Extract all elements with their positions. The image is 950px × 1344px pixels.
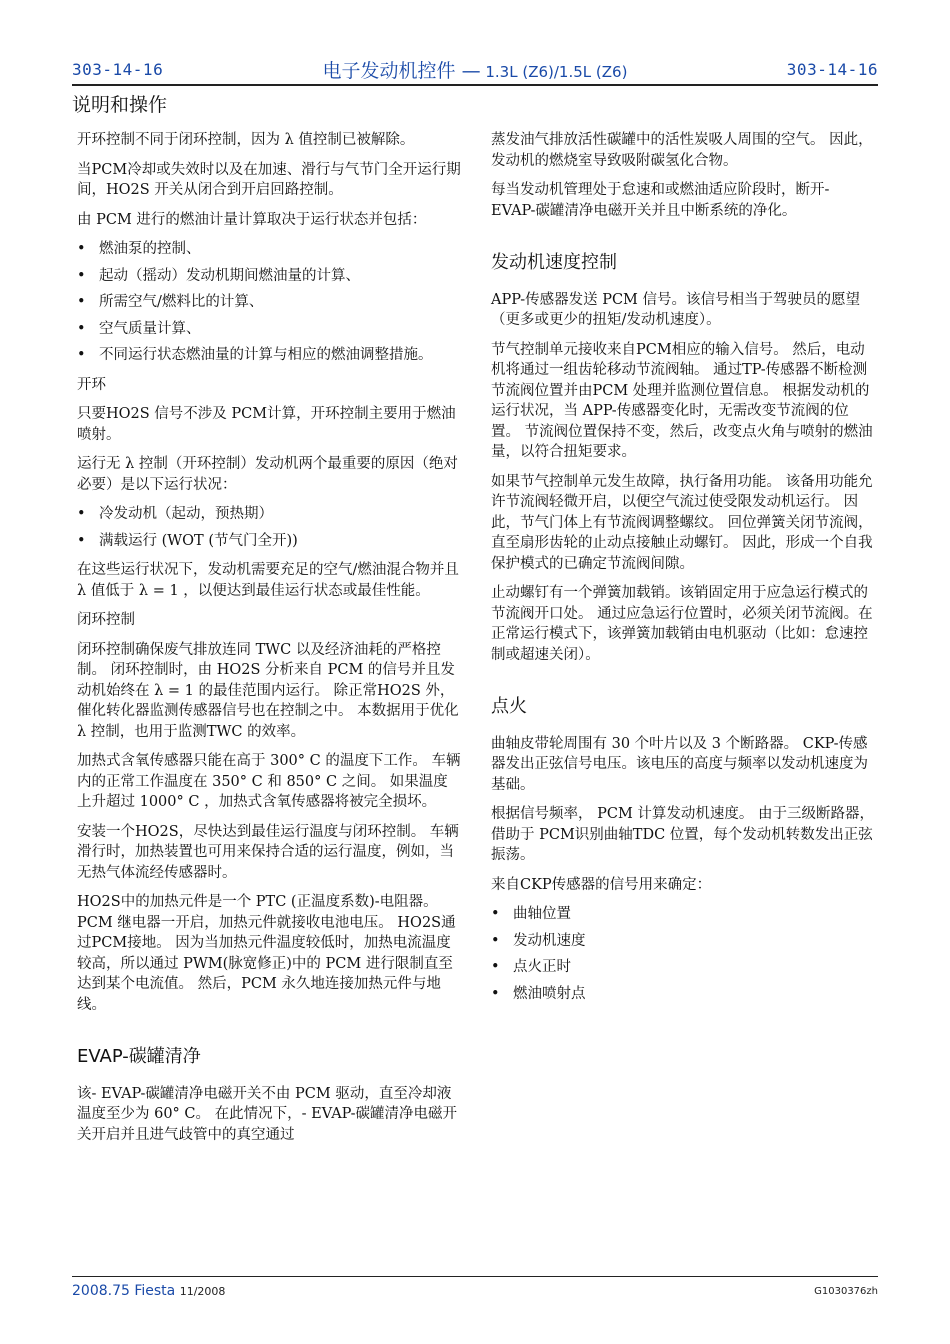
paragraph: 如果节气控制单元发生故障，执行备用功能。 该备用功能允许节流阀轻微开启，以便空气流过使受限发动机运行。 因此，节气门体上有节流阀调整螺纹。 回位弹簧关闭节流阀，直至扇形齿轮的止动点接触止动螺钉。 因此，形成一个自我保护模式的已确定节流阀间隙。 — [491, 473, 873, 572]
list-item: • 满载运行 (WOT (节气门全开)) — [77, 531, 462, 552]
list-item: • 空气质量计算、 — [77, 319, 462, 340]
bullet-list — [491, 904, 876, 1004]
page-header — [72, 58, 878, 86]
paragraph: 运行无 λ 控制（开环控制）发动机两个最重要的原因（绝对必要）是以下运行状况： — [77, 456, 458, 493]
heading-engine-speed: 发动机速度控制 — [491, 252, 617, 273]
paragraph: 加热式含氧传感器只能在高于 300° C 的温度下工作。 车辆内的正常工作温度在 350° C 和 850° C 之间。 如果温度上升超过 1000° C ，加热式含氧传感器将被完全损坏。 — [77, 753, 461, 810]
subheading-open-loop: 开环 — [77, 376, 106, 393]
paragraph: 安装一个HO2S，尽快达到最佳运行温度与闭环控制。 车辆滑行时，加热装置也可用来保持合适的运行温度，例如，当无热气体流经传感器时。 — [77, 823, 459, 881]
subheading-closed-loop: 闭环控制 — [77, 612, 135, 628]
bullet-list — [77, 239, 462, 366]
section-title: 说明和操作 — [72, 94, 168, 116]
bullet-list — [77, 504, 462, 551]
paragraph: 闭环控制确保废气排放连同 TWC 以及经济油耗的严格控制。 闭环控制时，由 HO2S 分析来自 PCM 的信号并且发动机始终在 λ = 1 的最佳范围内运行。 除正常HO2S 外，催化转化器监测传感器信号也在控制之中。 本数据用于优化 λ 控制，也用于监测TWC 的效率。 — [77, 641, 459, 740]
paragraph: 根据信号频率， PCM 计算发动机速度。 由于三级断路器，借助于 PCM识别曲轴TDC 位置，每个发动机转数发出正弦振荡。 — [491, 806, 875, 863]
paragraph: 止动螺钉有一个弹簧加载销。该销固定用于应急运行模式的节流阀开口处。 通过应急运行位置时，必须关闭节流阀。在正常运行模式下，该弹簧加载销由电机驱动（比如：怠速控制或超速关闭）。 — [491, 585, 873, 663]
paragraph: 该- EVAP-碳罐清净电磁开关不由 PCM 驱动，直至冷却液温度至少为 60° C。 在此情况下，- EVAP-碳罐清净电磁开关开启并且进气歧管中的真空通过 — [77, 1085, 458, 1143]
paragraph: 由 PCM 进行的燃油计量计算取决于运行状态并包括： — [77, 211, 427, 228]
title-sub: 1.3L (Z6)/1.5L (Z6) — [480, 63, 628, 81]
list-item: • 点火正时 — [491, 957, 876, 978]
page-footer — [72, 1276, 878, 1301]
list-item: • 发动机速度 — [491, 931, 876, 952]
list-item: • 所需空气/燃料比的计算、 — [77, 292, 462, 313]
heading-evap: EVAP-碳罐清净 — [77, 1046, 201, 1067]
list-item: • 不同运行状态燃油量的计算与相应的燃油调整措施。 — [77, 345, 462, 366]
paragraph: APP-传感器发送 PCM 信号。该信号相当于驾驶员的愿望（更多或更少的扭矩/发动机速度）。 — [491, 291, 861, 328]
paragraph: 曲轴皮带轮周围有 30 个叶片以及 3 个断路器。 CKP-传感器发出正弦信号电压。该电压的高度与频率以发动机速度为基础。 — [491, 735, 868, 793]
paragraph: 蒸发油气排放活性碳罐中的活性炭吸人周围的空气。 因此，发动机的燃烧室导致吸附碳氢化合物。 — [491, 132, 873, 169]
footer-code: G1030376zh — [814, 1286, 878, 1297]
left-column — [77, 130, 462, 1154]
footer-model — [72, 1283, 225, 1299]
heading-ignition: 点火 — [491, 696, 527, 717]
page-title — [72, 56, 878, 83]
paragraph: 节气控制单元接收来自PCM相应的输入信号。 然后，电动机将通过一组齿轮移动节流阀轴。 通过TP-传感器不断检测节流阀位置并由PCM 处理并监测位置信息。 根据发动机的运行状况，当 APP-传感器变化时，无需改变节流阀的位置。 节流阀位置保持不变，然后，改变点火角与喷射的燃油量，以符合扭矩要求。 — [491, 341, 873, 460]
page-number-right: 303-14-16 — [786, 60, 878, 79]
title-main: 电子发动机控件 — — [322, 60, 481, 82]
right-column — [491, 130, 876, 1013]
footer-date: 11/2008 — [179, 1285, 226, 1298]
list-item: • 燃油喷射点 — [491, 984, 876, 1005]
paragraph: HO2S中的加热元件是一个 PTC (正温度系数)-电阻器。 PCM 继电器一开启，加热元件就接收电池电压。 HO2S通过PCM接地。 因为当加热元件温度较低时，加热电流温度较高，所以通过 PWM(脉宽修正)中的 PCM 进行限制直至达到某个电流值。 然后，PCM 永久地连接加热元件与地线。 — [77, 894, 456, 1013]
paragraph: 在这些运行状况下，发动机需要充足的空气/燃油混合物并且 λ 值低于 λ = 1 ，以便达到最佳运行状态或最佳性能。 — [77, 562, 459, 599]
paragraph: 来自CKP传感器的信号用来确定： — [491, 876, 712, 893]
list-item: • 燃油泵的控制、 — [77, 239, 462, 260]
paragraph: 开环控制不同于闭环控制，因为 λ 值控制已被解除。 — [77, 132, 415, 148]
page-number-left: 303-14-16 — [72, 60, 164, 79]
list-item: • 曲轴位置 — [491, 904, 876, 925]
paragraph: 每当发动机管理处于怠速和或燃油适应阶段时，断开- EVAP-碳罐清净电磁开关并且中断系统的净化。 — [491, 182, 830, 219]
list-item: • 冷发动机（起动，预热期） — [77, 504, 462, 525]
list-item: • 起动（摇动）发动机期间燃油量的计算、 — [77, 266, 462, 287]
footer-model-name: 2008.75 Fiesta — [72, 1283, 176, 1299]
paragraph: 当PCM冷却或失效时以及在加速、滑行与气节门全开运行期间，HO2S 开关从闭合到开启回路控制。 — [77, 161, 461, 198]
paragraph: 只要HO2S 信号不涉及 PCM计算，开环控制主要用于燃油喷射。 — [77, 406, 456, 443]
